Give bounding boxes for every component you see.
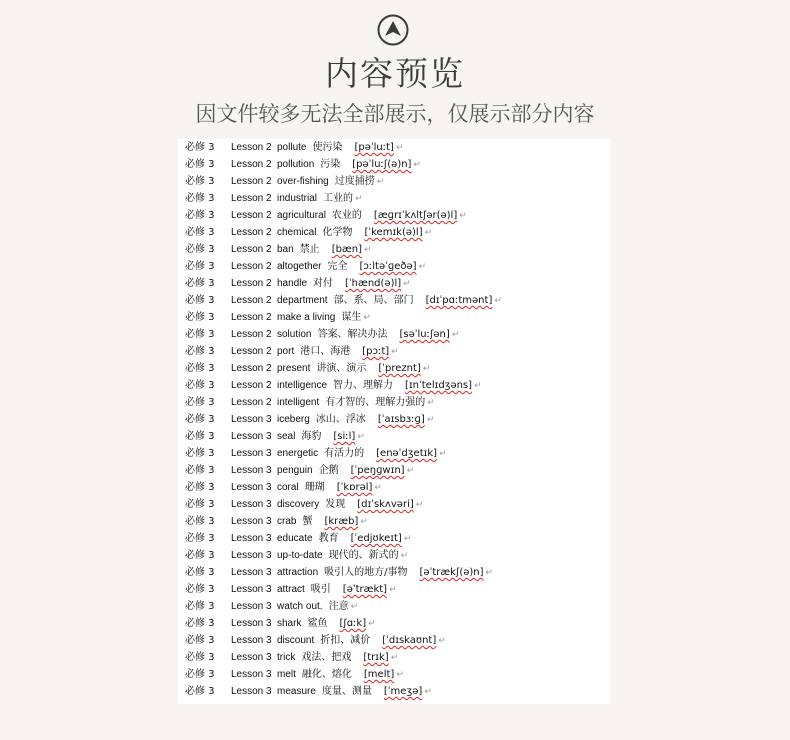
book-label: 必修 3 xyxy=(185,397,215,408)
book-label: 必修 3 xyxy=(185,329,215,340)
vocab-entry xyxy=(277,496,423,514)
lesson-label: Lesson 3 xyxy=(231,686,272,697)
phonetic: [ˈkɒrəl] xyxy=(336,482,373,493)
paragraph-mark: ↵ xyxy=(395,143,404,153)
vocab-entry xyxy=(277,445,447,463)
paragraph-mark: ↵ xyxy=(406,466,415,476)
paragraph-mark: ↵ xyxy=(391,347,399,357)
vocab-row xyxy=(178,275,610,292)
word: handle xyxy=(277,278,308,289)
vocab-row xyxy=(178,343,610,360)
word: solution xyxy=(277,329,312,340)
paragraph-mark: ↵ xyxy=(389,585,397,595)
paragraph-mark: ↵ xyxy=(426,415,435,425)
meaning: 化学物 xyxy=(322,227,353,238)
vocab-entry xyxy=(277,683,432,701)
vocab-row xyxy=(178,496,610,513)
paragraph-mark: ↵ xyxy=(350,602,359,612)
page-subtitle: 因文件较多无法全部展示，仅展示部分内容 xyxy=(195,102,595,126)
page-title: 内容预览 xyxy=(325,54,465,93)
phonetic: [æɡrɪˈkʌltʃər(ə)l] xyxy=(373,210,458,221)
vocab-entry xyxy=(277,462,414,480)
meaning: 企鹅 xyxy=(318,465,339,476)
word: make a living xyxy=(277,312,336,323)
lesson-label: Lesson 3 xyxy=(231,584,272,595)
lesson-label: Lesson 2 xyxy=(231,346,272,357)
book-label: 必修 3 xyxy=(185,380,215,391)
book-label: 必修 3 xyxy=(185,261,215,272)
book-label: 必修 3 xyxy=(185,533,215,544)
vocab-row xyxy=(178,598,610,615)
word: seal xyxy=(277,431,296,442)
lesson-label: Lesson 3 xyxy=(231,448,272,459)
word: ban xyxy=(277,244,294,255)
lesson-label: Lesson 2 xyxy=(231,329,272,340)
lesson-label: Lesson 3 xyxy=(231,669,272,680)
vocab-row xyxy=(178,513,610,530)
word: educate xyxy=(277,533,313,544)
word: penguin xyxy=(277,465,313,476)
book-label: 必修 3 xyxy=(185,295,215,306)
word: industrial xyxy=(277,193,318,204)
vocab-entry xyxy=(277,649,398,667)
vocab-entry xyxy=(277,479,382,497)
paragraph-mark: ↵ xyxy=(374,483,382,493)
vocab-row xyxy=(178,394,610,411)
meaning: 污染 xyxy=(320,159,341,170)
meaning: 答案、解决办法 xyxy=(317,329,388,340)
phonetic: [melt] xyxy=(363,669,395,680)
lesson-label: Lesson 3 xyxy=(231,567,272,578)
paragraph-mark: ↵ xyxy=(360,517,368,527)
vocab-row xyxy=(178,649,610,666)
meaning: 蟹 xyxy=(302,516,313,527)
lesson-label: Lesson 3 xyxy=(231,499,272,510)
word: intelligent xyxy=(277,397,320,408)
lesson-label: Lesson 3 xyxy=(231,601,272,612)
paragraph-mark: ↵ xyxy=(355,194,363,204)
vocab-entry xyxy=(277,258,426,276)
phonetic: [trɪk] xyxy=(363,652,389,663)
paragraph-mark: ↵ xyxy=(494,296,502,306)
vocab-row xyxy=(178,411,610,428)
vocab-entry xyxy=(277,530,411,548)
book-label: 必修 3 xyxy=(185,601,215,612)
lesson-label: Lesson 3 xyxy=(231,635,272,646)
meaning: 完全 xyxy=(327,261,348,272)
lesson-label: Lesson 2 xyxy=(231,397,272,408)
word: chemical xyxy=(277,227,317,238)
book-label: 必修 3 xyxy=(185,482,215,493)
lesson-label: Lesson 2 xyxy=(231,227,272,238)
phonetic: [dɪˈskʌvəri] xyxy=(357,499,414,510)
word: attraction xyxy=(277,567,319,578)
paragraph-mark: ↵ xyxy=(418,262,427,272)
lesson-label: Lesson 3 xyxy=(231,652,272,663)
book-label: 必修 3 xyxy=(185,516,215,527)
paragraph-mark: ↵ xyxy=(422,364,431,374)
vocab-row xyxy=(178,326,610,343)
book-label: 必修 3 xyxy=(185,176,215,187)
book-label: 必修 3 xyxy=(185,550,215,561)
paragraph-mark: ↵ xyxy=(459,211,467,221)
vocab-entry xyxy=(277,173,384,191)
phonetic: [əˈtrækʃ(ə)n] xyxy=(419,567,484,578)
phonetic: [enəˈdʒetɪk] xyxy=(376,448,438,459)
phonetic: [pəˈluːt] xyxy=(354,142,394,153)
vocab-entry xyxy=(277,615,376,633)
lesson-label: Lesson 2 xyxy=(231,159,272,170)
paragraph-mark: ↵ xyxy=(427,398,435,408)
vocab-row xyxy=(178,666,610,683)
phonetic: [ˈkemɪk(ə)l] xyxy=(364,227,423,238)
paragraph-mark: ↵ xyxy=(368,619,376,629)
vocab-row xyxy=(178,547,610,564)
meaning: 戏法、把戏 xyxy=(301,652,352,663)
paragraph-mark: ↵ xyxy=(363,313,371,323)
vocab-entry xyxy=(277,377,482,395)
vocab-entry xyxy=(277,156,421,174)
paragraph-mark: ↵ xyxy=(438,636,446,646)
phonetic: [ɔːltəˈɡeðə] xyxy=(359,261,417,272)
meaning: 过度捕捞 xyxy=(334,176,375,187)
word: discount xyxy=(277,635,315,646)
vocab-row xyxy=(178,190,610,207)
paragraph-mark: ↵ xyxy=(376,177,385,187)
vocab-row xyxy=(178,683,610,700)
vocab-row xyxy=(178,428,610,445)
vocab-row xyxy=(178,445,610,462)
meaning: 吸引人的地方/事物 xyxy=(324,567,408,578)
vocab-entry xyxy=(277,207,467,225)
vocab-entry xyxy=(277,292,502,310)
lesson-label: Lesson 3 xyxy=(231,516,272,527)
book-label: 必修 3 xyxy=(185,499,215,510)
vocab-row xyxy=(178,530,610,547)
book-label: 必修 3 xyxy=(185,278,215,289)
lesson-label: Lesson 3 xyxy=(231,550,272,561)
paragraph-mark: ↵ xyxy=(400,551,409,561)
paragraph-mark: ↵ xyxy=(424,687,432,697)
meaning: 港口、海港 xyxy=(300,346,351,357)
paragraph-mark: ↵ xyxy=(364,245,372,255)
vocab-entry xyxy=(277,428,365,446)
phonetic: [pɔːt] xyxy=(362,346,390,357)
book-label: 必修 3 xyxy=(185,227,215,238)
vocab-row xyxy=(178,292,610,309)
meaning: 部、系、局、部门 xyxy=(333,295,414,306)
phonetic: [əˈtrækt] xyxy=(342,584,388,595)
lesson-label: Lesson 3 xyxy=(231,618,272,629)
vocab-entry xyxy=(277,190,363,208)
vocab-entry xyxy=(277,343,399,361)
word: melt xyxy=(277,669,296,680)
book-label: 必修 3 xyxy=(185,363,215,374)
word: over-fishing xyxy=(277,176,329,187)
meaning: 农业的 xyxy=(331,210,362,221)
vocab-entry xyxy=(277,547,408,565)
meaning: 度量、测量 xyxy=(321,686,372,697)
meaning: 有才智的、理解力强的 xyxy=(325,397,426,408)
vocab-row xyxy=(178,564,610,581)
phonetic: [ʃɑːk] xyxy=(339,618,367,629)
paragraph-mark: ↵ xyxy=(357,432,365,442)
meaning: 吸引 xyxy=(310,584,331,595)
word: pollute xyxy=(277,142,307,153)
word: discovery xyxy=(277,499,320,510)
book-label: 必修 3 xyxy=(185,193,215,204)
paragraph-mark: ↵ xyxy=(396,670,404,680)
document-preview xyxy=(178,139,610,704)
lesson-label: Lesson 2 xyxy=(231,312,272,323)
word: trick xyxy=(277,652,296,663)
phonetic: [ˈedjʊkeɪt] xyxy=(350,533,402,544)
meaning: 融化、熔化 xyxy=(301,669,352,680)
word: coral xyxy=(277,482,299,493)
lesson-label: Lesson 3 xyxy=(231,482,272,493)
lesson-label: Lesson 2 xyxy=(231,295,272,306)
phonetic: [kræb] xyxy=(324,516,359,527)
book-label: 必修 3 xyxy=(185,346,215,357)
phonetic: [ˈmeʒə] xyxy=(383,686,423,697)
paragraph-mark: ↵ xyxy=(403,534,412,544)
phonetic: [səˈluːʃən] xyxy=(399,329,450,340)
paragraph-mark: ↵ xyxy=(451,330,460,340)
phonetic: [ˈhænd(ə)l] xyxy=(345,278,402,289)
book-label: 必修 3 xyxy=(185,635,215,646)
book-label: 必修 3 xyxy=(185,465,215,476)
book-label: 必修 3 xyxy=(185,584,215,595)
book-label: 必修 3 xyxy=(185,669,215,680)
meaning: 对付 xyxy=(313,278,334,289)
meaning: 智力、理解力 xyxy=(333,380,394,391)
book-label: 必修 3 xyxy=(185,448,215,459)
lesson-label: Lesson 3 xyxy=(231,533,272,544)
vocab-entry xyxy=(277,581,397,599)
vocab-row xyxy=(178,224,610,241)
word: port xyxy=(277,346,295,357)
lesson-label: Lesson 2 xyxy=(231,261,272,272)
lesson-label: Lesson 2 xyxy=(231,142,272,153)
meaning: 教育 xyxy=(318,533,339,544)
vocab-entry xyxy=(277,241,372,259)
phonetic: [ˈpreznt] xyxy=(378,363,421,374)
lesson-label: Lesson 2 xyxy=(231,176,272,187)
meaning: 现代的、新式的 xyxy=(328,550,399,561)
lesson-label: Lesson 3 xyxy=(231,431,272,442)
word: intelligence xyxy=(277,380,328,391)
vocab-entry xyxy=(277,666,404,684)
word: iceberg xyxy=(277,414,310,425)
vocab-entry xyxy=(277,394,435,412)
vocab-row xyxy=(178,309,610,326)
phonetic: [bæn] xyxy=(331,244,362,255)
book-label: 必修 3 xyxy=(185,567,215,578)
meaning: 折扣、减价 xyxy=(320,635,371,646)
vocab-row xyxy=(178,581,610,598)
word: agricultural xyxy=(277,210,326,221)
phonetic: [siːl] xyxy=(333,431,356,442)
meaning: 海豹 xyxy=(301,431,322,442)
word: altogether xyxy=(277,261,322,272)
vocab-entry xyxy=(277,139,403,157)
phonetic: [dɪˈpɑːtmənt] xyxy=(425,295,493,306)
paragraph-mark: ↵ xyxy=(474,381,482,391)
meaning: 有活力的 xyxy=(324,448,365,459)
book-label: 必修 3 xyxy=(185,142,215,153)
vocab-row xyxy=(178,615,610,632)
paragraph-mark: ↵ xyxy=(403,279,411,289)
vocab-row xyxy=(178,377,610,394)
meaning: 禁止 xyxy=(299,244,320,255)
lesson-label: Lesson 2 xyxy=(231,193,272,204)
vocab-entry xyxy=(277,275,411,293)
book-label: 必修 3 xyxy=(185,312,215,323)
lesson-label: Lesson 2 xyxy=(231,380,272,391)
word: pollution xyxy=(277,159,315,170)
word: attract xyxy=(277,584,305,595)
meaning: 珊瑚 xyxy=(304,482,325,493)
vocab-row xyxy=(178,479,610,496)
vocab-entry xyxy=(277,513,368,531)
book-label: 必修 3 xyxy=(185,686,215,697)
book-label: 必修 3 xyxy=(185,431,215,442)
vocab-entry xyxy=(277,326,459,344)
paragraph-mark: ↵ xyxy=(415,500,424,510)
vocab-entry xyxy=(277,632,446,650)
lesson-label: Lesson 3 xyxy=(231,465,272,476)
book-label: 必修 3 xyxy=(185,244,215,255)
vocab-entry xyxy=(277,224,432,242)
word: crab xyxy=(277,516,297,527)
lesson-label: Lesson 2 xyxy=(231,278,272,289)
book-label: 必修 3 xyxy=(185,210,215,221)
word: present xyxy=(277,363,311,374)
paragraph-mark: ↵ xyxy=(439,449,447,459)
vocab-row xyxy=(178,156,610,173)
vocab-row xyxy=(178,258,610,275)
book-label: 必修 3 xyxy=(185,652,215,663)
meaning: 发现 xyxy=(325,499,346,510)
book-label: 必修 3 xyxy=(185,618,215,629)
word: energetic xyxy=(277,448,319,459)
word: measure xyxy=(277,686,316,697)
phonetic: [ˈpeŋɡwɪn] xyxy=(350,465,405,476)
word: shark xyxy=(277,618,302,629)
vocab-row xyxy=(178,173,610,190)
vocab-row xyxy=(178,360,610,377)
meaning: 注意 xyxy=(328,601,349,612)
vocab-row xyxy=(178,139,610,156)
meaning: 谋生 xyxy=(341,312,362,323)
vocab-entry xyxy=(277,564,493,582)
lesson-label: Lesson 2 xyxy=(231,244,272,255)
meaning: 使污染 xyxy=(312,142,343,153)
vocab-entry xyxy=(277,411,434,429)
word: department xyxy=(277,295,328,306)
paragraph-mark: ↵ xyxy=(485,568,494,578)
vocab-entry xyxy=(277,598,358,616)
paragraph-mark: ↵ xyxy=(413,160,422,170)
meaning: 冰山、浮冰 xyxy=(315,414,366,425)
book-label: 必修 3 xyxy=(185,414,215,425)
meaning: 工业的 xyxy=(323,193,354,204)
phonetic: [pəˈluːʃ(ə)n] xyxy=(352,159,412,170)
phonetic: [ɪnˈtelɪdʒəns] xyxy=(405,380,473,391)
phonetic: [ˈaɪsbɜːɡ] xyxy=(377,414,425,425)
paragraph-mark: ↵ xyxy=(390,653,399,663)
meaning: 鲨鱼 xyxy=(307,618,328,629)
lesson-label: Lesson 2 xyxy=(231,363,272,374)
vocab-row xyxy=(178,207,610,224)
word: watch out. xyxy=(277,601,323,612)
vocab-row xyxy=(178,632,610,649)
vocab-row xyxy=(178,241,610,258)
lesson-label: Lesson 2 xyxy=(231,210,272,221)
meaning: 讲演、演示 xyxy=(316,363,367,374)
vocab-entry xyxy=(277,360,430,378)
word: up-to-date xyxy=(277,550,323,561)
vocab-row xyxy=(178,462,610,479)
book-label: 必修 3 xyxy=(185,159,215,170)
paragraph-mark: ↵ xyxy=(424,228,433,238)
up-arrow-circle-icon xyxy=(377,14,409,46)
vocab-entry xyxy=(277,309,371,327)
phonetic: [ˈdɪskaʊnt] xyxy=(382,635,437,646)
lesson-label: Lesson 3 xyxy=(231,414,272,425)
